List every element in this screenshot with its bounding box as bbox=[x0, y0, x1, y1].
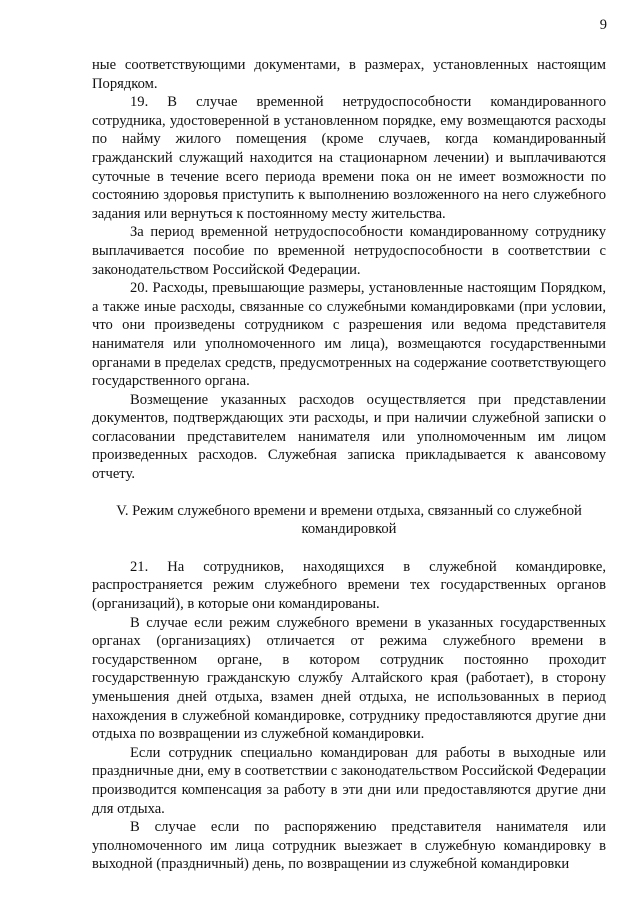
paragraph-sick-leave-benefit: За период временной нетрудоспособности командированному сотруднику выплачивается пособие по временной нетрудоспособности в соответствии с законодательством Российской Федерации. bbox=[92, 224, 606, 278]
paragraph-holiday-departure: В случае если по распоряжению представителя нанимателя или уполномоченного им лица сотрудник выезжает в служебную командировку в выходной (праздничный) день, по возвращении из служебной командировки bbox=[92, 819, 606, 873]
document-body bbox=[92, 56, 606, 874]
paragraph-holiday-work: Если сотрудник специально командирован для работы в выходные или праздничные дни, ему в соответствии с законодательством Российской Федерации производится компенсация за работу в эти дни или предоставляются другие дни для отдыха. bbox=[92, 744, 606, 817]
paragraph-clause-19: 19. В случае временной нетрудоспособности командированного сотрудника, удостоверенной в установленном порядке, ему возмещаются расходы по найму жилого помещения (кроме случаев, когда командированный гражданский служащий находится на стационарном лечении) и выплачиваются суточные в течение всего периода времени пока он не имеет возможности по состоянию здоровья приступить к выполнению возложенного на него служебного задания или вернуться к постоянному месту жительства. bbox=[92, 94, 606, 222]
paragraph-clause-21: 21. На сотрудников, находящихся в служебной командировке, распространяется режим служебного времени тех государственных органов (организаций), в которые они командированы. bbox=[92, 558, 606, 613]
paragraph-rest-days: В случае если режим служебного времени в указанных государственных органах (организациях) отличается от режима служебного времени в государственном органе, в котором сотрудник постоянно проходит государственную гражданскую службу Алтайского края (работает), в сторону уменьшения дней отдыха, взамен дней отдыха, не использованных в период нахождения в служебной командировке, сотруднику предоставляются другие дни отдыха по возвращении из служебной командировки. bbox=[92, 614, 606, 743]
page-number: 9 bbox=[599, 17, 607, 33]
paragraph-expense-reimbursement: Возмещение указанных расходов осуществляется при представлении документов, подтверждающих эти расходы, и при наличии служебной записки о согласовании представителем нанимателя или уполномоченным им лицом произведенных расходов. Служебная записка прикладывается к авансовому отчету. bbox=[92, 391, 606, 483]
section-heading: V. Режим служебного времени и времени отдыха, связанный со служебной командировкой bbox=[116, 502, 582, 538]
paragraph-clause-20: 20. Расходы, превышающие размеры, установленные настоящим Порядком, а также иные расходы, связанные со служебными командировками (при условии, что они произведены сотрудником с разрешения или ведома представителя нанимателя или уполномоченного им лица), возмещаются государственными органами в пределах средств, предусмотренных на содержание соответствующего государственного органа. bbox=[92, 280, 606, 390]
paragraph-continuation: ные соответствующими документами, в размерах, установленных настоящим Порядком. bbox=[92, 57, 606, 92]
